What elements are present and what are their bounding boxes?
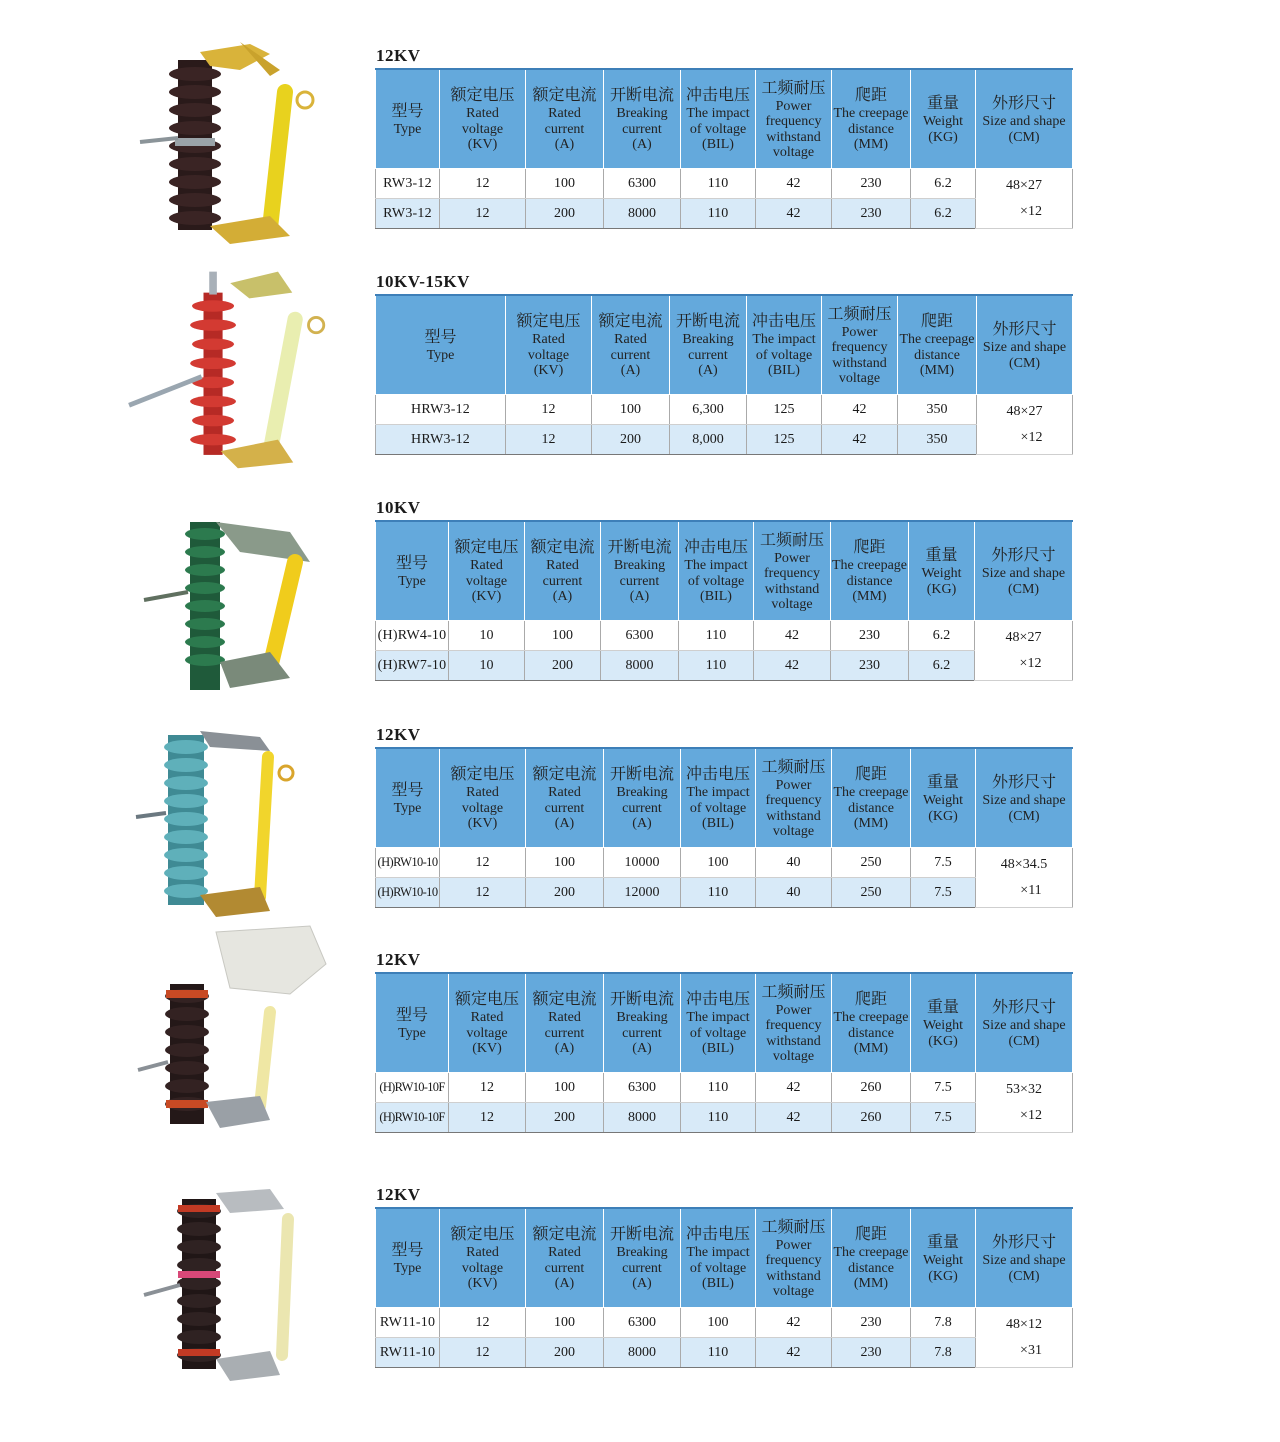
cell-creepage: 250 xyxy=(832,878,911,908)
table-row xyxy=(376,169,1073,199)
cell-current: 200 xyxy=(592,425,670,455)
cell-creepage: 230 xyxy=(832,169,911,199)
cell-impact: 110 xyxy=(679,651,754,681)
header-type: 型号 Type xyxy=(376,521,449,621)
section-title: 12KV xyxy=(376,46,421,65)
header-breaking-current: 开断电流 Breaking current (A) xyxy=(604,748,681,848)
cell-breaking: 10000 xyxy=(604,848,681,878)
cell-current: 200 xyxy=(525,651,601,681)
drop-fuse-green-image xyxy=(120,492,350,702)
header-size: 外形尺寸 Size and shape (CM) xyxy=(976,1208,1073,1308)
drop-fuse-black-silicone-image xyxy=(120,1179,350,1389)
cell-power: 42 xyxy=(756,199,832,229)
section-title: 12KV xyxy=(376,725,421,744)
header-size: 外形尺寸 Size and shape (CM) xyxy=(976,973,1073,1073)
section-title: 12KV xyxy=(376,1185,421,1204)
cell-impact: 110 xyxy=(681,1073,756,1103)
table-row xyxy=(376,1308,1073,1338)
cell-breaking: 6,300 xyxy=(670,395,747,425)
cell-weight: 6.2 xyxy=(911,169,976,199)
cell-creepage: 230 xyxy=(832,199,911,229)
cell-model: HRW3-12 xyxy=(376,425,506,455)
drop-fuse-teal-image xyxy=(120,717,350,927)
cell-current: 200 xyxy=(526,199,604,229)
section-title: 12KV xyxy=(376,950,421,969)
cell-current: 100 xyxy=(526,1073,604,1103)
header-creepage: 爬距 The creepage distance (MM) xyxy=(898,295,977,395)
cell-model: RW3-12 xyxy=(376,199,440,229)
header-power-frequency: 工频耐压 Power frequency withstand voltage xyxy=(754,521,831,621)
drop-fuse-red-polymer-image xyxy=(120,264,350,474)
cell-weight: 7.5 xyxy=(911,878,976,908)
cell-power: 42 xyxy=(822,395,898,425)
cell-weight: 7.5 xyxy=(911,1103,976,1133)
cell-creepage: 230 xyxy=(831,651,909,681)
cell-size: 48×27 ×12 xyxy=(975,621,1073,681)
cell-breaking: 6300 xyxy=(604,169,681,199)
cell-creepage: 230 xyxy=(832,1338,911,1368)
cell-creepage: 350 xyxy=(898,425,977,455)
cell-weight: 6.2 xyxy=(909,621,975,651)
cell-power: 40 xyxy=(756,848,832,878)
cell-creepage: 250 xyxy=(832,848,911,878)
header-impact-voltage: 冲击电压 The impact of voltage (BIL) xyxy=(681,69,756,169)
cell-power: 42 xyxy=(756,1308,832,1338)
header-rated-voltage: 额定电压 Rated voltage (KV) xyxy=(440,1208,526,1308)
cell-breaking: 8,000 xyxy=(670,425,747,455)
table-row xyxy=(376,425,1073,455)
cell-model: HRW3-12 xyxy=(376,395,506,425)
header-weight: 重量 Weight (KG) xyxy=(911,69,976,169)
table-header-row xyxy=(376,973,1073,1073)
cell-impact: 100 xyxy=(681,848,756,878)
cell-weight: 6.2 xyxy=(911,199,976,229)
cell-current: 100 xyxy=(525,621,601,651)
spec-table xyxy=(375,68,1073,229)
cell-power: 42 xyxy=(754,651,831,681)
cell-impact: 110 xyxy=(681,1103,756,1133)
header-creepage: 爬距 The creepage distance (MM) xyxy=(832,973,911,1073)
table-header-row xyxy=(376,1208,1073,1308)
header-rated-voltage: 额定电压 Rated voltage (KV) xyxy=(506,295,592,395)
header-rated-current: 额定电流 Rated current (A) xyxy=(525,521,601,621)
header-rated-voltage: 额定电压 Rated voltage (KV) xyxy=(440,748,526,848)
cell-voltage: 12 xyxy=(506,425,592,455)
cell-model: (H)RW7-10 xyxy=(376,651,449,681)
section-title: 10KV-15KV xyxy=(376,272,470,291)
drop-fuse-yellow-black-image xyxy=(120,40,350,250)
header-power-frequency: 工频耐压 Power frequency withstand voltage xyxy=(756,1208,832,1308)
cell-impact: 110 xyxy=(679,621,754,651)
cell-current: 100 xyxy=(526,848,604,878)
cell-breaking: 6300 xyxy=(601,621,679,651)
cell-size: 48×27 ×12 xyxy=(977,395,1073,455)
header-breaking-current: 开断电流 Breaking current (A) xyxy=(604,69,681,169)
section-title: 10KV xyxy=(376,498,421,517)
cell-breaking: 8000 xyxy=(604,199,681,229)
cell-power: 42 xyxy=(822,425,898,455)
header-creepage: 爬距 The creepage distance (MM) xyxy=(832,1208,911,1308)
cell-current: 200 xyxy=(526,1103,604,1133)
spec-table xyxy=(375,294,1073,455)
header-rated-current: 额定电流 Rated current (A) xyxy=(526,973,604,1073)
header-impact-voltage: 冲击电压 The impact of voltage (BIL) xyxy=(681,973,756,1073)
table-header-row xyxy=(376,69,1073,169)
cell-power: 42 xyxy=(754,621,831,651)
header-weight: 重量 Weight (KG) xyxy=(911,1208,976,1308)
cell-creepage: 230 xyxy=(832,1308,911,1338)
cell-model: (H)RW10-10F xyxy=(376,1103,449,1133)
header-type: 型号 Type xyxy=(376,748,440,848)
cell-power: 42 xyxy=(756,169,832,199)
cell-impact: 110 xyxy=(681,878,756,908)
cell-breaking: 8000 xyxy=(604,1103,681,1133)
header-creepage: 爬距 The creepage distance (MM) xyxy=(831,521,909,621)
cell-voltage: 12 xyxy=(440,199,526,229)
table-row xyxy=(376,199,1073,229)
header-rated-current: 额定电流 Rated current (A) xyxy=(526,748,604,848)
cell-impact: 125 xyxy=(747,425,822,455)
cell-size: 48×34.5 ×11 xyxy=(976,848,1073,908)
header-creepage: 爬距 The creepage distance (MM) xyxy=(832,69,911,169)
cell-impact: 110 xyxy=(681,1338,756,1368)
header-power-frequency: 工频耐压 Power frequency withstand voltage xyxy=(756,69,832,169)
header-impact-voltage: 冲击电压 The impact of voltage (BIL) xyxy=(679,521,754,621)
cell-voltage: 12 xyxy=(440,169,526,199)
header-type: 型号 Type xyxy=(376,973,449,1073)
table-row xyxy=(376,651,1073,681)
spec-table xyxy=(375,1207,1073,1368)
header-weight: 重量 Weight (KG) xyxy=(911,973,976,1073)
header-weight: 重量 Weight (KG) xyxy=(911,748,976,848)
header-rated-current: 额定电流 Rated current (A) xyxy=(526,69,604,169)
table-header-row xyxy=(376,521,1073,621)
cell-voltage: 12 xyxy=(440,1338,526,1368)
header-size: 外形尺寸 Size and shape (CM) xyxy=(975,521,1073,621)
cell-voltage: 12 xyxy=(449,1103,526,1133)
header-breaking-current: 开断电流 Breaking current (A) xyxy=(670,295,747,395)
cell-current: 100 xyxy=(526,1308,604,1338)
cell-power: 42 xyxy=(756,1103,832,1133)
cell-creepage: 260 xyxy=(832,1073,911,1103)
header-rated-voltage: 额定电压 Rated voltage (KV) xyxy=(449,973,526,1073)
table-row xyxy=(376,1338,1073,1368)
cell-current: 100 xyxy=(592,395,670,425)
cell-breaking: 8000 xyxy=(604,1338,681,1368)
header-size: 外形尺寸 Size and shape (CM) xyxy=(977,295,1073,395)
cell-model: RW3-12 xyxy=(376,169,440,199)
header-type: 型号 Type xyxy=(376,295,506,395)
header-type: 型号 Type xyxy=(376,1208,440,1308)
spec-table xyxy=(375,972,1073,1133)
cell-current: 200 xyxy=(526,1338,604,1368)
cell-creepage: 230 xyxy=(831,621,909,651)
cell-voltage: 12 xyxy=(506,395,592,425)
header-rated-current: 额定电流 Rated current (A) xyxy=(526,1208,604,1308)
spec-table xyxy=(375,520,1073,681)
cell-power: 42 xyxy=(756,1073,832,1103)
header-power-frequency: 工频耐压 Power frequency withstand voltage xyxy=(756,748,832,848)
cell-weight: 7.5 xyxy=(911,1073,976,1103)
header-type: 型号 Type xyxy=(376,69,440,169)
cell-weight: 7.5 xyxy=(911,848,976,878)
header-breaking-current: 开断电流 Breaking current (A) xyxy=(604,1208,681,1308)
table-row xyxy=(376,878,1073,908)
cell-current: 100 xyxy=(526,169,604,199)
cell-model: (H)RW10-10F xyxy=(376,1073,449,1103)
table-row xyxy=(376,1073,1073,1103)
cell-voltage: 10 xyxy=(449,651,525,681)
cell-impact: 125 xyxy=(747,395,822,425)
table-row xyxy=(376,848,1073,878)
header-creepage: 爬距 The creepage distance (MM) xyxy=(832,748,911,848)
spec-table xyxy=(375,747,1073,908)
cell-weight: 6.2 xyxy=(909,651,975,681)
header-rated-voltage: 额定电压 Rated voltage (KV) xyxy=(440,69,526,169)
header-rated-voltage: 额定电压 Rated voltage (KV) xyxy=(449,521,525,621)
cell-impact: 110 xyxy=(681,169,756,199)
cell-weight: 7.8 xyxy=(911,1308,976,1338)
cell-impact: 100 xyxy=(681,1308,756,1338)
table-header-row xyxy=(376,295,1073,395)
table-row xyxy=(376,395,1073,425)
cell-voltage: 10 xyxy=(449,621,525,651)
drop-fuse-arc-chute-image xyxy=(120,924,350,1134)
cell-model: (H)RW10-10 xyxy=(376,848,440,878)
table-header-row xyxy=(376,748,1073,848)
cell-voltage: 12 xyxy=(440,878,526,908)
cell-breaking: 12000 xyxy=(604,878,681,908)
header-size: 外形尺寸 Size and shape (CM) xyxy=(976,69,1073,169)
cell-breaking: 6300 xyxy=(604,1308,681,1338)
header-impact-voltage: 冲击电压 The impact of voltage (BIL) xyxy=(747,295,822,395)
cell-breaking: 6300 xyxy=(604,1073,681,1103)
header-impact-voltage: 冲击电压 The impact of voltage (BIL) xyxy=(681,748,756,848)
cell-voltage: 12 xyxy=(440,848,526,878)
header-weight: 重量 Weight (KG) xyxy=(909,521,975,621)
header-rated-current: 额定电流 Rated current (A) xyxy=(592,295,670,395)
cell-size: 48×27 ×12 xyxy=(976,169,1073,229)
cell-weight: 7.8 xyxy=(911,1338,976,1368)
header-impact-voltage: 冲击电压 The impact of voltage (BIL) xyxy=(681,1208,756,1308)
cell-power: 40 xyxy=(756,878,832,908)
cell-impact: 110 xyxy=(681,199,756,229)
header-power-frequency: 工频耐压 Power frequency withstand voltage xyxy=(756,973,832,1073)
header-breaking-current: 开断电流 Breaking current (A) xyxy=(604,973,681,1073)
header-power-frequency: 工频耐压 Power frequency withstand voltage xyxy=(822,295,898,395)
cell-creepage: 350 xyxy=(898,395,977,425)
cell-current: 200 xyxy=(526,878,604,908)
cell-creepage: 260 xyxy=(832,1103,911,1133)
header-breaking-current: 开断电流 Breaking current (A) xyxy=(601,521,679,621)
header-size: 外形尺寸 Size and shape (CM) xyxy=(976,748,1073,848)
cell-model: (H)RW4-10 xyxy=(376,621,449,651)
cell-size: 48×12 ×31 xyxy=(976,1308,1073,1368)
table-row xyxy=(376,1103,1073,1133)
cell-model: RW11-10 xyxy=(376,1308,440,1338)
cell-size: 53×32 ×12 xyxy=(976,1073,1073,1133)
cell-model: (H)RW10-10 xyxy=(376,878,440,908)
cell-voltage: 12 xyxy=(449,1073,526,1103)
table-row xyxy=(376,621,1073,651)
cell-model: RW11-10 xyxy=(376,1338,440,1368)
cell-breaking: 8000 xyxy=(601,651,679,681)
cell-power: 42 xyxy=(756,1338,832,1368)
cell-voltage: 12 xyxy=(440,1308,526,1338)
